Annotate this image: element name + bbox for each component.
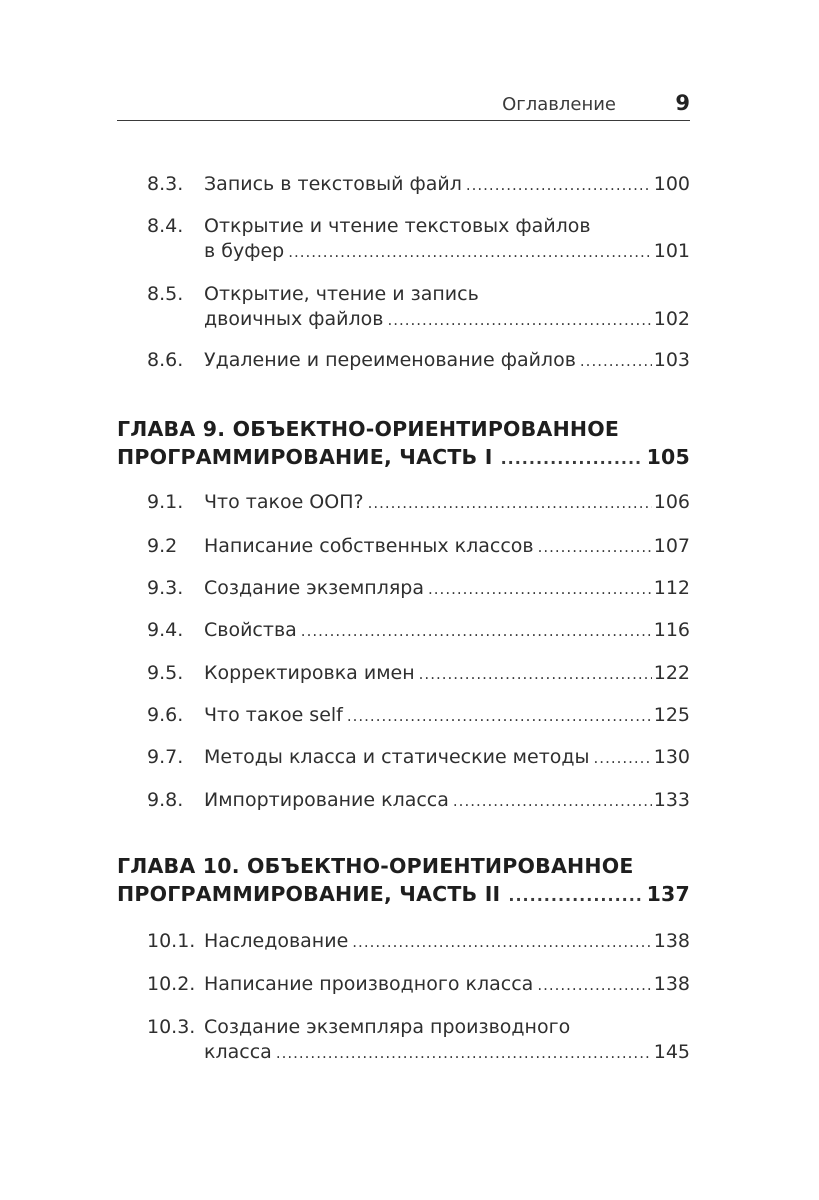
dot-leader [466,173,652,198]
toc-entry-number: 8.4. [147,215,184,237]
chapter-title: ГЛАВА 9. ОБЪЕКТНО-ОРИЕНТИРОВАННОЕ [117,417,620,441]
toc-entry-title: Удаление и переименование файлов [204,349,576,371]
toc-entry-page: 130 [653,746,690,768]
toc-entry-number: 9.6. [147,704,184,726]
chapter-title-continued: ПРОГРАММИРОВАНИЕ, ЧАСТЬ II [117,882,501,906]
header-section-title: Оглавление [502,94,616,115]
page-header [117,86,690,121]
dot-leader [580,349,652,374]
toc-entry-page: 138 [653,930,690,952]
toc-entry-10-3[interactable] [147,1015,690,1066]
toc-entry-title-continued: в буфер [204,240,285,262]
toc-entry-number: 9.3. [147,577,184,599]
dot-leader [537,973,651,998]
toc-entry-10-1[interactable] [147,929,690,955]
dot-leader [368,491,652,516]
toc-entry-10-2[interactable] [147,972,690,998]
toc-entry-title: Открытие и чтение текстовых файлов [204,215,591,237]
toc-entry-number: 9.8. [147,789,184,811]
toc-entry-number: 9.4. [147,619,184,641]
toc-entry-title: Создание экземпляра [204,577,425,599]
dot-leader [352,930,651,955]
toc-entry-page: 133 [653,789,690,811]
toc-entry-page: 122 [653,662,690,684]
toc-entry-8-3[interactable] [147,172,690,198]
toc-entry-title: Написание производного класса [204,973,534,995]
toc-entry-page: 103 [653,349,690,371]
toc-entry-title: Открытие, чтение и запись [204,283,479,305]
toc-entry-page: 138 [653,973,690,995]
toc-entry-number: 10.3. [147,1016,196,1038]
toc-entry-title-continued: двоичных файлов [204,308,384,330]
toc-entry-page: 100 [653,173,690,195]
toc-entry-number: 9.7. [147,746,184,768]
toc-entry-page: 106 [653,491,690,513]
toc-entry-page: 116 [653,619,690,641]
toc-entry-number: 10.1. [147,930,196,952]
chapter-page: 105 [646,445,690,469]
dot-leader [594,746,652,771]
toc-entry-page: 107 [653,535,690,557]
toc-entry-page: 125 [653,704,690,726]
chapter-title-continued: ПРОГРАММИРОВАНИЕ, ЧАСТЬ I [117,445,493,469]
toc-entry-number: 8.5. [147,283,184,305]
toc-entry-8-6[interactable] [147,348,690,374]
toc-entry-title: Наследование [204,930,349,952]
chapter-title: ГЛАВА 10. ОБЪЕКТНО-ОРИЕНТИРОВАННОЕ [117,854,634,878]
toc-entry-title: Свойства [204,619,297,641]
toc-entry-number: 8.3. [147,173,184,195]
toc-entry-page: 112 [653,577,690,599]
dot-leader [276,1041,652,1066]
toc-entry-9-5[interactable] [147,661,690,687]
toc-entry-title: Запись в текстовый файл [204,173,462,195]
chapter-9-heading[interactable] [117,415,690,473]
toc-entry-9-7[interactable] [147,745,690,771]
toc-entry-8-5[interactable] [147,282,690,333]
toc-entry-9-4[interactable] [147,618,690,644]
toc-entry-9-3[interactable] [147,576,690,602]
chapter-10-heading[interactable] [117,852,690,910]
dot-leader [419,662,652,687]
toc-entry-title: Импортирование класса [204,789,449,811]
toc-entry-9-2[interactable] [147,534,690,560]
dot-leader [501,445,641,473]
dot-leader [301,619,652,644]
chapter-page: 137 [646,882,690,906]
toc-entry-number: 10.2. [147,973,196,995]
toc-entry-page: 101 [653,240,690,262]
toc-entry-9-6[interactable] [147,703,690,729]
toc-entry-number: 9.2 [147,535,178,557]
dot-leader [453,789,652,814]
dot-leader [508,882,640,910]
toc-entry-title: Создание экземпляра производного [204,1016,571,1038]
toc-entry-title: Корректировка имен [204,662,415,684]
toc-entry-title: Что такое self [204,704,343,726]
dot-leader [387,308,651,333]
dot-leader [538,535,652,560]
toc-entry-title: Методы класса и статические методы [204,746,590,768]
toc-entry-title: Что такое ООП? [204,491,364,513]
toc-entry-number: 8.6. [147,349,184,371]
dot-leader [428,577,652,602]
toc-entry-9-8[interactable] [147,788,690,814]
toc-entry-9-1[interactable] [147,490,690,516]
toc-entry-title-continued: класса [204,1041,272,1063]
dot-leader [347,704,652,729]
toc-entry-page: 102 [653,308,690,330]
toc-entry-number: 9.5. [147,662,184,684]
toc-entry-number: 9.1. [147,491,184,513]
header-page-number: 9 [675,91,690,115]
toc-entry-title: Написание собственных классов [204,535,534,557]
toc-entry-8-4[interactable] [147,214,690,265]
toc-entry-page: 145 [653,1041,690,1063]
dot-leader [288,240,652,265]
